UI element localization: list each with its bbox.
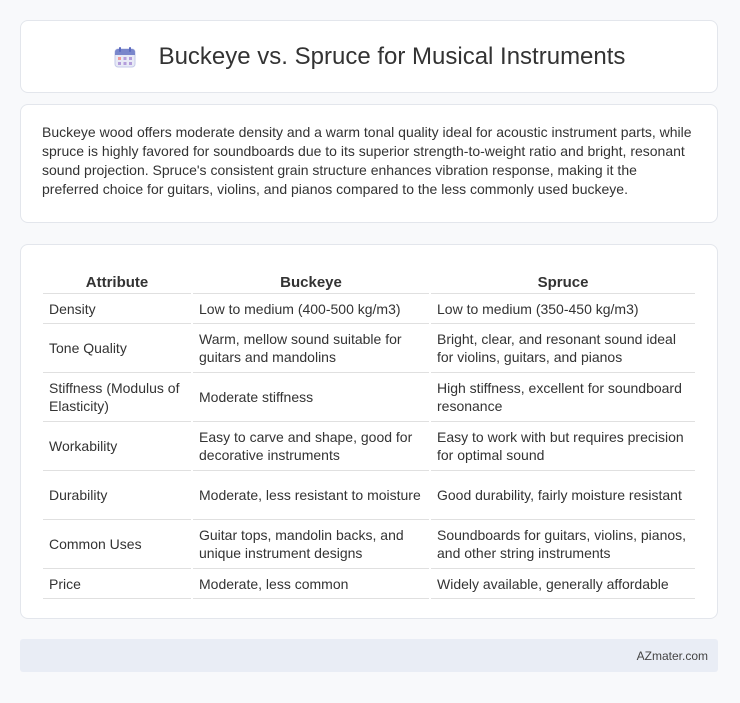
column-header-buckeye: Buckeye (193, 265, 429, 294)
cell-attribute: Durability (43, 471, 191, 520)
cell-buckeye: Moderate, less resistant to moisture (193, 471, 429, 520)
cell-spruce: High stiffness, excellent for soundboard resonance (431, 373, 695, 422)
cell-attribute: Price (43, 569, 191, 599)
table-row (43, 373, 695, 422)
page-title: Buckeye vs. Spruce for Musical Instruments (158, 42, 626, 70)
footer (20, 639, 718, 672)
column-header-attribute: Attribute (43, 265, 191, 294)
comparison-table-card (20, 244, 718, 619)
cell-attribute: Density (43, 294, 191, 324)
table-row (43, 520, 695, 569)
cell-buckeye: Easy to carve and shape, good for decorative instruments (193, 422, 429, 471)
calendar-icon (113, 45, 137, 69)
title-card (20, 20, 718, 93)
footer-source-label: AZmater.com (636, 648, 708, 663)
intro-card (20, 104, 718, 223)
cell-attribute: Tone Quality (43, 324, 191, 373)
table-header-row (43, 265, 695, 294)
table-row (43, 422, 695, 471)
cell-attribute: Stiffness (Modulus of Elasticity) (43, 373, 191, 422)
cell-spruce: Easy to work with but requires precision for optimal sound (431, 422, 695, 471)
comparison-table (41, 265, 697, 599)
cell-spruce: Soundboards for guitars, violins, pianos, and other string instruments (431, 520, 695, 569)
table-row (43, 471, 695, 520)
table-row (43, 324, 695, 373)
table-row (43, 294, 695, 324)
cell-spruce: Good durability, fairly moisture resistant (431, 471, 695, 520)
cell-buckeye: Moderate stiffness (193, 373, 429, 422)
cell-buckeye: Guitar tops, mandolin backs, and unique instrument designs (193, 520, 429, 569)
cell-buckeye: Warm, mellow sound suitable for guitars and mandolins (193, 324, 429, 373)
cell-buckeye: Low to medium (400-500 kg/m3) (193, 294, 429, 324)
table-row (43, 569, 695, 599)
cell-buckeye: Moderate, less common (193, 569, 429, 599)
cell-spruce: Low to medium (350-450 kg/m3) (431, 294, 695, 324)
cell-spruce: Widely available, generally affordable (431, 569, 695, 599)
column-header-spruce: Spruce (431, 265, 695, 294)
cell-attribute: Workability (43, 422, 191, 471)
intro-paragraph: Buckeye wood offers moderate density and a warm tonal quality ideal for acoustic instrument parts, while spruce is highly favored for soundboards due to its superior strength-to-weight ratio and bright, resonant sound projection. Spruce's consistent grain structure enhances vibration response, making it the preferred choice for guitars, violins, and pianos compared to the less commonly used buckeye. (42, 124, 692, 197)
cell-spruce: Bright, clear, and resonant sound ideal for violins, guitars, and pianos (431, 324, 695, 373)
cell-attribute: Common Uses (43, 520, 191, 569)
